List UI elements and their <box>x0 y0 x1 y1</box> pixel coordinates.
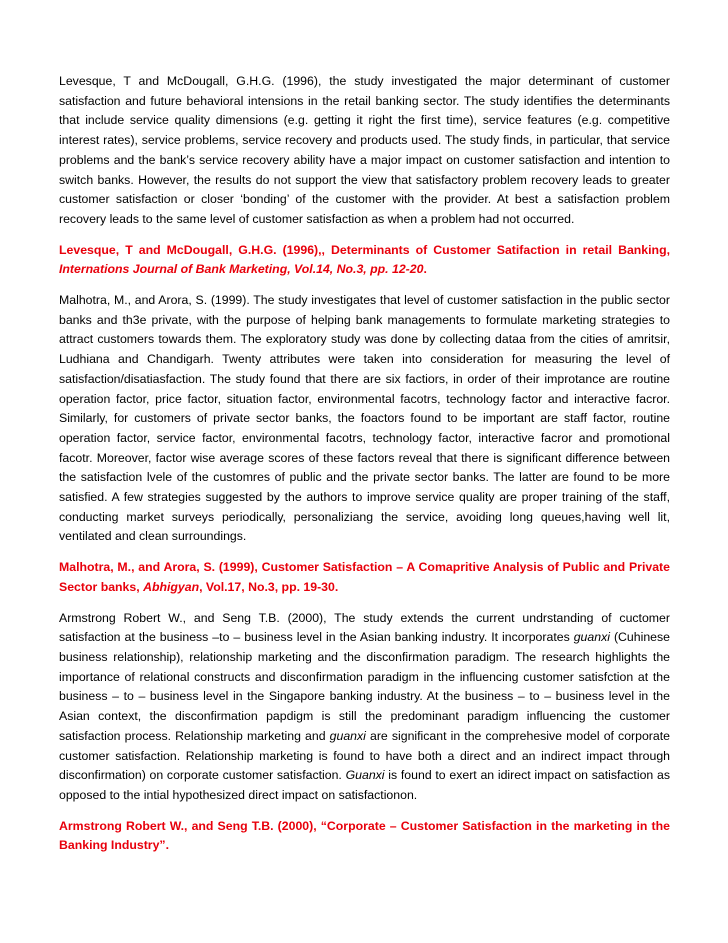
entry-3-summary <box>59 609 670 806</box>
entry-1-citation-end: . <box>423 262 427 277</box>
entry-3-summary-term: guanxi <box>329 728 366 743</box>
entry-2-summary: Malhotra, M., and Arora, S. (1999). The study investigates that level of customer satisfaction in the public sector banks and th3e private, with the purpose of helping bank managements to formulate marketing strategies to attract customers towards them. The exploratory study was done by collecting dataa from the cities of amritsir, Ludhiana and Chandigarh. Twenty attributes were taken into consideration for measuring the level of satisfaction/disatiasfaction. The study found that there are six factiors, in order of their improtance are routine operation factor, price factor, situation factor, environmental facotrs, technology factor and interactive facror. Similarly, for customers of private sector banks, the foactors found to be important are staff factor, routine operation factor, service factor, environmental facotrs, technology factor, interactive facror and promotional facotr. Moreover, factor wise average scores of these factors reveal that there is significant difference between the satisfaction lvele of the customres of public and the private sector banks. The latter are found to be more satisfied. A few strategies suggested by the authors to improve service quality are proper training of the staff, conducting market surveys periodically, personaliziang the service, avoiding long queues,having well lit, ventilated and clean surroundings. <box>59 293 670 544</box>
entry-2-citation-end: , Vol.17, No.3, pp. 19-30. <box>199 579 339 594</box>
entry-3-summary-part: Armstrong Robert W., and Seng T.B. (2000), The study extends the current undrstanding of cuctomer satisfaction at the business –to – business level in the Asian banking industry. It incorporates <box>59 610 670 645</box>
entry-3-summary-part: (Cuhinese business relationship), relationship marketing and the disconfirmation paradigm. The research highlights the importance of relational constructs and disconfirmation paradigm in the influencing customer satisfction at the business – to – business level in the Singapore banking industry. At the business – to – business level in the Asian context, the disconfirmation papdigm is still the predominant paradigm influencing the customer satisfaction process. Relationship marketing and <box>59 630 670 743</box>
entry-2-citation-main: Malhotra, M., and Arora, S. (1999), Customer Satisfaction – A Comapritive Analysis of Public and Private Sector banks, <box>59 560 670 594</box>
entry-1-citation-journal: Internations Journal of Bank Marketing, Vol.14, No.3, pp. 12-20 <box>59 262 424 277</box>
entry-1-summary: Levesque, T and McDougall, G.H.G. (1996), the study investigated the major determinant of customer satisfaction and future behavioral intensions in the retail banking sector. The study identifies the determinants that include service quality dimensions (e.g. getting it right the first time), service features (e.g. competitive interest rates), service problems, service recovery and products used. The study finds, in particular, that service problems and the bank’s service recovery ability have a major impact on customer satisfaction and intention to switch banks. However, the results do not support the view that satisfactory problem recovery leads to greater customer satisfaction or closer ‘bonding’ of the customer with the provider. At best a satisfaction problem recovery leads to the same level of customer satisfaction as when a problem had not occurred. <box>59 74 670 226</box>
entry-2-citation <box>59 558 670 597</box>
entry-2-citation-journal: Abhigyan <box>143 579 200 594</box>
document-page <box>59 72 670 867</box>
entry-3-summary-term: Guanxi <box>345 768 385 783</box>
entry-3-summary-term: guanxi <box>573 630 610 645</box>
entry-3-summary-part: are significant in the comprehesive model of corporate customer satisfaction. Relationship marketing is found to have both a direct and an indirect impact through disconfirmation) on corporate customer satisfaction. <box>59 728 670 783</box>
entry-3-citation: Armstrong Robert W., and Seng T.B. (2000), “Corporate – Customer Satisfaction in the marketing in the Banking Industry”. <box>59 818 670 853</box>
entry-1-citation-main: Levesque, T and McDougall, G.H.G. (1996),, Determinants of Customer Satifaction in retail Banking, <box>59 242 670 257</box>
entry-3-summary-part: is found to exert an idirect impact on satisfaction as opposed to the intial hypothesized direct impact on satisfactionon. <box>59 768 670 802</box>
entry-1-citation <box>59 241 670 280</box>
